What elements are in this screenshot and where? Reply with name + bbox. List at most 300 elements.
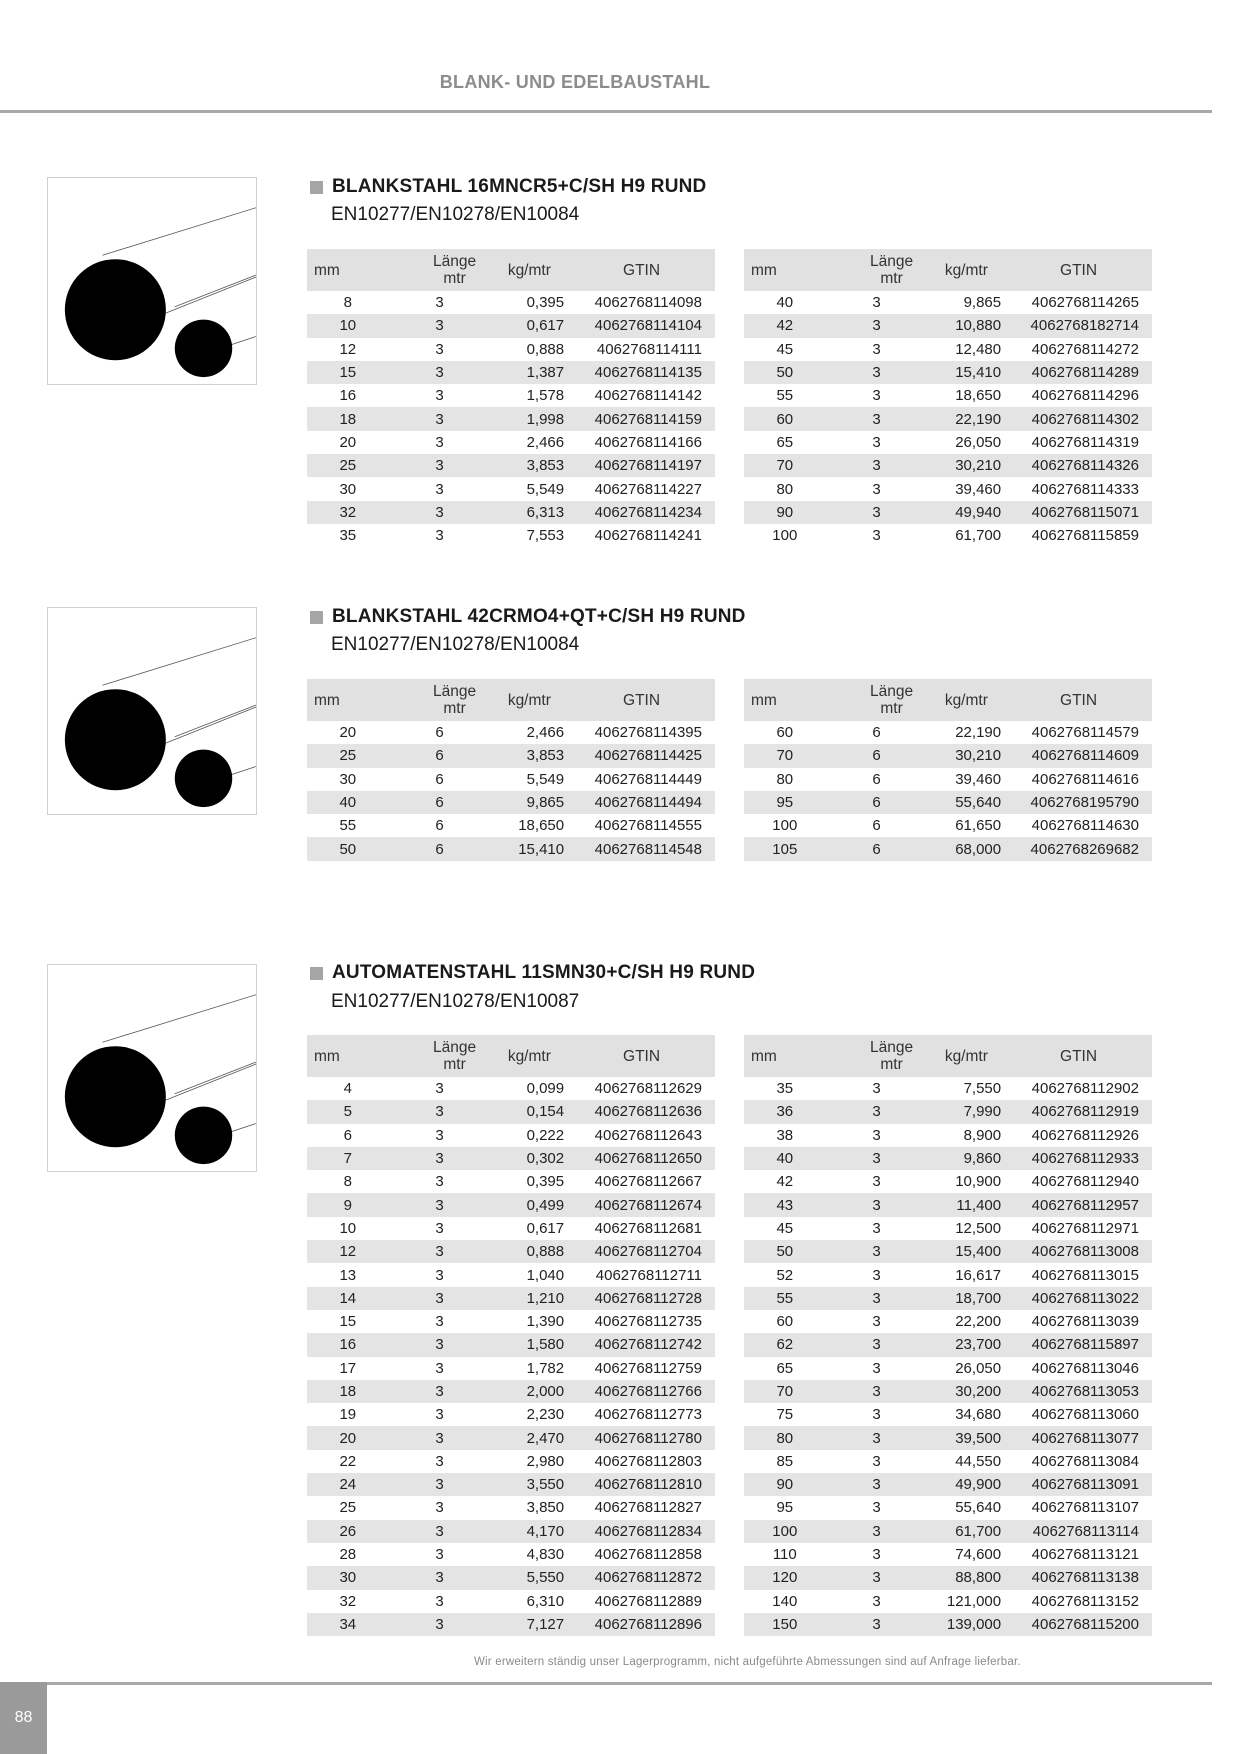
cell-diameter: 100	[772, 817, 798, 835]
cell-gtin: 4062768114104	[568, 314, 715, 337]
cell-gtin: 4062768114425	[568, 744, 715, 767]
table-row	[744, 407, 1152, 430]
cell-length: 3	[389, 407, 491, 430]
cell-weight: 1,040	[526, 1266, 565, 1284]
cell-length: 3	[435, 387, 444, 405]
round-bar-image	[47, 607, 257, 815]
cell-diameter: 12	[307, 1240, 389, 1263]
cell-weight: 1,782	[526, 1359, 565, 1377]
cell-length: 3	[389, 1473, 491, 1496]
cell-diameter: 26	[307, 1520, 389, 1543]
cell-gtin: 4062768115897	[1005, 1333, 1152, 1356]
cell-diameter: 50	[744, 1240, 826, 1263]
table-row	[744, 1357, 1152, 1380]
column-header-kg	[491, 249, 569, 291]
cell-diameter: 16	[339, 387, 357, 405]
cell-weight: 7,127	[491, 1613, 569, 1636]
column-header-length-text: mtr	[443, 1056, 466, 1073]
table-row	[744, 314, 1152, 337]
cell-weight: 0,499	[491, 1193, 569, 1216]
cell-weight: 9,865	[963, 294, 1002, 312]
table-row	[307, 1496, 715, 1519]
column-header-length	[826, 1035, 928, 1077]
cell-diameter: 90	[744, 1473, 826, 1496]
table-row	[307, 837, 715, 860]
cell-diameter: 7	[307, 1147, 389, 1170]
round-bar-image	[47, 177, 257, 385]
cell-length: 3	[826, 1287, 928, 1310]
column-header-kg-text: kg/mtr	[944, 1047, 988, 1065]
cell-gtin: 4062768112971	[1031, 1219, 1139, 1237]
cell-gtin: 4062768269682	[1005, 837, 1152, 860]
cell-diameter: 35	[339, 527, 357, 545]
column-header-length-text: mtr	[443, 270, 466, 287]
cell-weight: 5,549	[526, 480, 565, 498]
cell-diameter: 42	[776, 1173, 794, 1191]
cell-diameter: 6	[343, 1126, 352, 1144]
cell-gtin: 4062768114616	[1031, 770, 1139, 788]
column-header-gtin	[1005, 249, 1152, 291]
cell-weight: 0,888	[526, 340, 565, 358]
cell-weight: 1,390	[526, 1313, 565, 1331]
cell-weight: 139,000	[928, 1613, 1006, 1636]
cell-length: 6	[435, 724, 444, 742]
cell-gtin: 4062768113114	[1005, 1520, 1152, 1543]
cell-gtin: 4062768112933	[1005, 1147, 1152, 1170]
column-header-mm	[307, 1035, 389, 1077]
table-row	[744, 1590, 1152, 1613]
cell-gtin: 4062768114609	[1005, 744, 1152, 767]
cell-diameter: 40	[744, 1147, 826, 1170]
cell-weight: 0,888	[491, 1240, 569, 1263]
table-row	[307, 501, 715, 524]
column-header-gtin-text: GTIN	[623, 261, 661, 279]
cell-length: 3	[435, 480, 444, 498]
cell-weight: 23,700	[928, 1333, 1006, 1356]
table-row	[744, 814, 1152, 837]
cell-gtin: 4062768113107	[1031, 1499, 1139, 1517]
cell-weight: 68,000	[928, 837, 1006, 860]
cell-length: 3	[389, 1426, 491, 1449]
table-row	[744, 1287, 1152, 1310]
cell-length: 3	[872, 340, 881, 358]
cell-diameter: 13	[339, 1266, 357, 1284]
cell-diameter: 40	[776, 294, 794, 312]
cell-diameter: 55	[744, 1287, 826, 1310]
cell-length: 6	[826, 744, 928, 767]
cell-gtin: 4062768112780	[568, 1426, 715, 1449]
table-row	[744, 1403, 1152, 1426]
cell-length: 3	[872, 1173, 881, 1191]
column-header-length-text: Länge	[870, 253, 914, 270]
cell-diameter: 105	[744, 837, 826, 860]
cell-weight: 39,460	[955, 770, 1002, 788]
cell-weight: 30,210	[928, 744, 1006, 767]
spec-table-right	[744, 1035, 1152, 1636]
cell-gtin: 4062768114449	[594, 770, 702, 788]
cell-length: 3	[826, 1566, 928, 1589]
table-row	[307, 1613, 715, 1636]
cell-weight: 34,680	[955, 1406, 1002, 1424]
column-header-gtin	[1005, 1035, 1152, 1077]
cell-weight: 7,990	[928, 1100, 1006, 1123]
table-row	[744, 1193, 1152, 1216]
table-row	[307, 1240, 715, 1263]
table-row	[744, 291, 1152, 314]
section-norms: EN10277/EN10278/EN10084	[331, 204, 580, 225]
cell-length: 3	[435, 1313, 444, 1331]
cell-weight: 7,553	[526, 527, 565, 545]
cell-weight: 0,302	[491, 1147, 569, 1170]
table-row	[744, 1543, 1152, 1566]
cell-gtin: 4062768112629	[594, 1080, 702, 1098]
title-marker	[310, 967, 323, 980]
cell-length: 3	[872, 1126, 881, 1144]
cell-gtin: 4062768114548	[568, 837, 715, 860]
section-title: BLANKSTAHL 16MNCR5+C/SH H9 RUND	[332, 176, 707, 197]
cell-gtin: 4062768112957	[1005, 1193, 1152, 1216]
cell-length: 3	[389, 1380, 491, 1403]
cell-length: 3	[389, 1520, 491, 1543]
spec-table-left	[307, 249, 715, 547]
cell-length: 3	[872, 1313, 881, 1331]
cell-weight: 3,853	[491, 454, 569, 477]
round-bar-illustration	[48, 178, 256, 384]
cell-diameter: 8	[343, 1173, 352, 1191]
table-row	[307, 1520, 715, 1543]
table-row	[307, 791, 715, 814]
cell-weight: 39,460	[955, 480, 1002, 498]
cell-gtin: 4062768114494	[568, 791, 715, 814]
table-row	[744, 1520, 1152, 1543]
cell-weight: 4,830	[526, 1546, 565, 1564]
column-header-gtin-text: GTIN	[623, 691, 661, 709]
cell-weight: 8,900	[963, 1126, 1002, 1144]
table-row	[744, 524, 1152, 547]
table-row	[744, 721, 1152, 744]
column-header-length	[826, 679, 928, 721]
cell-diameter: 19	[339, 1406, 357, 1424]
cell-weight: 9,865	[491, 791, 569, 814]
column-header-mm-text: mm	[751, 691, 777, 709]
cell-length: 3	[826, 361, 928, 384]
table-row	[307, 1426, 715, 1449]
cell-diameter: 55	[776, 387, 794, 405]
cell-weight: 39,500	[928, 1426, 1006, 1449]
cell-gtin: 4062768112889	[594, 1592, 702, 1610]
cell-weight: 10,900	[955, 1173, 1002, 1191]
cell-weight: 2,470	[491, 1426, 569, 1449]
table-row	[307, 1543, 715, 1566]
cell-gtin: 4062768114272	[1031, 340, 1139, 358]
column-header-kg-text: kg/mtr	[507, 261, 551, 279]
cell-length: 6	[435, 770, 444, 788]
column-header-length-text: mtr	[880, 270, 903, 287]
cell-diameter: 75	[776, 1406, 794, 1424]
cell-diameter: 52	[776, 1266, 794, 1284]
table-row	[307, 314, 715, 337]
table-header-row	[744, 249, 1152, 291]
cell-diameter: 70	[744, 744, 826, 767]
table-header-row	[307, 1035, 715, 1077]
cell-weight: 22,190	[955, 724, 1002, 742]
column-header-kg	[491, 1035, 569, 1077]
cell-length: 3	[389, 314, 491, 337]
cell-diameter: 20	[307, 1426, 389, 1449]
cell-weight: 22,190	[928, 407, 1006, 430]
cell-gtin: 4062768114319	[1031, 433, 1139, 451]
cell-diameter: 110	[772, 1546, 797, 1564]
cell-diameter: 4	[343, 1080, 352, 1098]
table-row	[744, 791, 1152, 814]
table-row	[744, 837, 1152, 860]
cell-diameter: 45	[776, 1219, 794, 1237]
cell-gtin: 4062768113084	[1031, 1452, 1139, 1470]
cell-diameter: 17	[339, 1359, 357, 1377]
cell-length: 3	[872, 527, 881, 545]
table-row	[744, 1333, 1152, 1356]
column-header-length-text: Länge	[870, 683, 914, 700]
spec-table-right	[744, 679, 1152, 861]
cell-gtin: 4062768114302	[1005, 407, 1152, 430]
cell-weight: 61,700	[928, 1520, 1006, 1543]
cell-length: 3	[872, 433, 881, 451]
cell-gtin: 4062768112872	[568, 1566, 715, 1589]
cell-diameter: 28	[339, 1546, 357, 1564]
column-header-length-text: Länge	[870, 1039, 914, 1056]
column-header-kg-text: kg/mtr	[944, 261, 988, 279]
cell-gtin: 4062768113053	[1005, 1380, 1152, 1403]
cell-weight: 22,200	[955, 1313, 1002, 1331]
cell-diameter: 43	[744, 1193, 826, 1216]
cell-length: 6	[826, 791, 928, 814]
cell-length: 6	[389, 744, 491, 767]
table-row	[307, 524, 715, 547]
table-row	[307, 338, 715, 361]
cell-weight: 3,850	[526, 1499, 565, 1517]
cell-length: 6	[389, 791, 491, 814]
column-header-kg	[928, 679, 1006, 721]
cell-weight: 26,050	[955, 1359, 1002, 1377]
cell-length: 3	[826, 1240, 928, 1263]
cell-weight: 2,466	[526, 724, 565, 742]
cell-gtin: 4062768112636	[568, 1100, 715, 1123]
table-row	[307, 1147, 715, 1170]
cell-length: 3	[826, 501, 928, 524]
cell-diameter: 42	[744, 314, 826, 337]
table-row	[744, 1450, 1152, 1473]
cell-gtin: 4062768114159	[568, 407, 715, 430]
cell-gtin: 4062768115859	[1031, 527, 1139, 545]
cell-weight: 6,310	[526, 1592, 565, 1610]
table-row	[307, 1450, 715, 1473]
table-row	[744, 744, 1152, 767]
column-header-length	[826, 249, 928, 291]
table-row	[307, 1287, 715, 1310]
column-header-kg	[928, 249, 1006, 291]
table-row	[744, 1426, 1152, 1449]
table-row	[744, 1496, 1152, 1519]
cell-weight: 12,480	[955, 340, 1002, 358]
table-row	[744, 1170, 1152, 1193]
cell-diameter: 32	[307, 501, 389, 524]
column-header-length-text: mtr	[880, 1056, 903, 1073]
column-header-gtin-text: GTIN	[1060, 1047, 1098, 1065]
cell-weight: 49,940	[928, 501, 1006, 524]
cell-gtin: 4062768112728	[568, 1287, 715, 1310]
table-row	[307, 1590, 715, 1613]
cell-diameter: 30	[339, 770, 357, 788]
cell-gtin: 4062768114197	[568, 454, 715, 477]
cell-length: 3	[826, 454, 928, 477]
cell-weight: 16,617	[955, 1266, 1002, 1284]
cell-length: 3	[389, 1193, 491, 1216]
cell-length: 3	[435, 1546, 444, 1564]
cell-gtin: 4062768112650	[568, 1147, 715, 1170]
cell-length: 3	[826, 1147, 928, 1170]
spec-table-left	[307, 679, 715, 861]
cell-gtin: 4062768113121	[1031, 1546, 1139, 1564]
cell-length: 3	[826, 407, 928, 430]
cell-diameter: 65	[776, 1359, 794, 1377]
cell-diameter: 95	[744, 791, 826, 814]
cell-length: 3	[389, 1333, 491, 1356]
table-row	[744, 1310, 1152, 1333]
cell-length: 3	[826, 1520, 928, 1543]
cell-weight: 18,650	[518, 817, 565, 835]
cell-length: 3	[435, 340, 444, 358]
column-header-gtin-text: GTIN	[1060, 261, 1098, 279]
cell-diameter: 60	[776, 724, 794, 742]
cell-diameter: 36	[744, 1100, 826, 1123]
cell-weight: 7,550	[963, 1080, 1002, 1098]
cell-diameter: 18	[307, 407, 389, 430]
table-row	[307, 477, 715, 500]
cell-gtin: 4062768113138	[1005, 1566, 1152, 1589]
cell-diameter: 120	[744, 1566, 826, 1589]
cell-diameter: 50	[744, 361, 826, 384]
cell-length: 3	[826, 1473, 928, 1496]
table-row	[307, 407, 715, 430]
column-header-mm-text: mm	[314, 261, 340, 279]
cell-diameter: 30	[307, 1566, 389, 1589]
cell-length: 3	[872, 480, 881, 498]
column-header-gtin	[568, 679, 715, 721]
cell-gtin: 4062768113039	[1031, 1313, 1139, 1331]
table-row	[744, 1147, 1152, 1170]
table-header-row	[744, 679, 1152, 721]
cell-length: 3	[435, 1219, 444, 1237]
cell-gtin: 4062768112858	[594, 1546, 702, 1564]
column-header-mm	[744, 1035, 826, 1077]
cell-diameter: 50	[307, 837, 389, 860]
cell-diameter: 62	[744, 1333, 826, 1356]
cell-gtin: 4062768114555	[594, 817, 702, 835]
spec-table-left	[307, 1035, 715, 1636]
table-row	[307, 768, 715, 791]
column-header-length	[389, 679, 491, 721]
cell-length: 3	[872, 1080, 881, 1098]
column-header-gtin	[568, 1035, 715, 1077]
cell-weight: 11,400	[928, 1193, 1006, 1216]
cell-gtin: 4062768112834	[568, 1520, 715, 1543]
cell-length: 3	[872, 1406, 881, 1424]
cell-diameter: 100	[772, 527, 798, 545]
table-row	[744, 501, 1152, 524]
cell-length: 3	[872, 1266, 881, 1284]
cell-length: 3	[435, 1406, 444, 1424]
cell-gtin: 4062768114579	[1031, 724, 1139, 742]
cell-weight: 49,900	[928, 1473, 1006, 1496]
cell-gtin: 4062768112940	[1031, 1173, 1139, 1191]
cell-diameter: 8	[343, 294, 352, 312]
cell-length: 3	[435, 294, 444, 312]
cell-diameter: 15	[307, 361, 389, 384]
cell-diameter: 34	[307, 1613, 389, 1636]
cell-length: 3	[435, 1173, 444, 1191]
column-header-kg-text: kg/mtr	[944, 691, 988, 709]
cell-gtin: 4062768113015	[1031, 1266, 1139, 1284]
cell-diameter: 60	[744, 407, 826, 430]
cell-gtin: 4062768113022	[1005, 1287, 1152, 1310]
cell-weight: 3,550	[491, 1473, 569, 1496]
table-row	[307, 1473, 715, 1496]
cell-gtin: 4062768114234	[568, 501, 715, 524]
column-header-mm-text: mm	[314, 691, 340, 709]
table-row	[744, 1217, 1152, 1240]
column-header-mm-text: mm	[314, 1047, 340, 1065]
footer-divider	[0, 1682, 1212, 1685]
cell-gtin: 4062768112919	[1005, 1100, 1152, 1123]
cell-gtin: 4062768115200	[1005, 1613, 1152, 1636]
cell-diameter: 65	[776, 433, 794, 451]
table-row	[744, 1100, 1152, 1123]
column-header-gtin-text: GTIN	[1060, 691, 1098, 709]
cell-weight: 2,466	[526, 433, 565, 451]
cell-diameter: 85	[776, 1452, 794, 1470]
cell-weight: 44,550	[955, 1452, 1002, 1470]
cell-diameter: 24	[307, 1473, 389, 1496]
cell-diameter: 35	[776, 1080, 794, 1098]
cell-diameter: 80	[776, 770, 794, 788]
cell-weight: 0,222	[526, 1126, 565, 1144]
cell-weight: 26,050	[955, 433, 1002, 451]
cell-length: 3	[389, 1147, 491, 1170]
cell-diameter: 95	[776, 1499, 794, 1517]
table-row	[307, 1566, 715, 1589]
spec-table-right	[744, 249, 1152, 547]
table-row	[744, 477, 1152, 500]
cell-gtin: 4062768195790	[1005, 791, 1152, 814]
column-header-kg-text: kg/mtr	[507, 1047, 551, 1065]
footnote: Wir erweitern ständig unser Lagerprogramm, nicht aufgeführte Abmessungen sind auf Anfrage lieferbar.	[474, 1656, 1021, 1668]
cell-gtin: 4062768112902	[1031, 1080, 1139, 1098]
cell-weight: 15,410	[928, 361, 1006, 384]
column-header-mm	[307, 249, 389, 291]
cell-gtin: 4062768112667	[594, 1173, 702, 1191]
column-header-length-text: Länge	[433, 1039, 477, 1056]
cell-diameter: 25	[307, 454, 389, 477]
cell-diameter: 40	[307, 791, 389, 814]
title-marker	[310, 181, 323, 194]
cell-length: 3	[389, 1287, 491, 1310]
cell-gtin: 4062768112827	[594, 1499, 702, 1517]
cell-weight: 18,700	[928, 1287, 1006, 1310]
table-row	[307, 361, 715, 384]
cell-gtin: 4062768114265	[1031, 294, 1139, 312]
cell-length: 3	[435, 1266, 444, 1284]
title-marker	[310, 611, 323, 624]
